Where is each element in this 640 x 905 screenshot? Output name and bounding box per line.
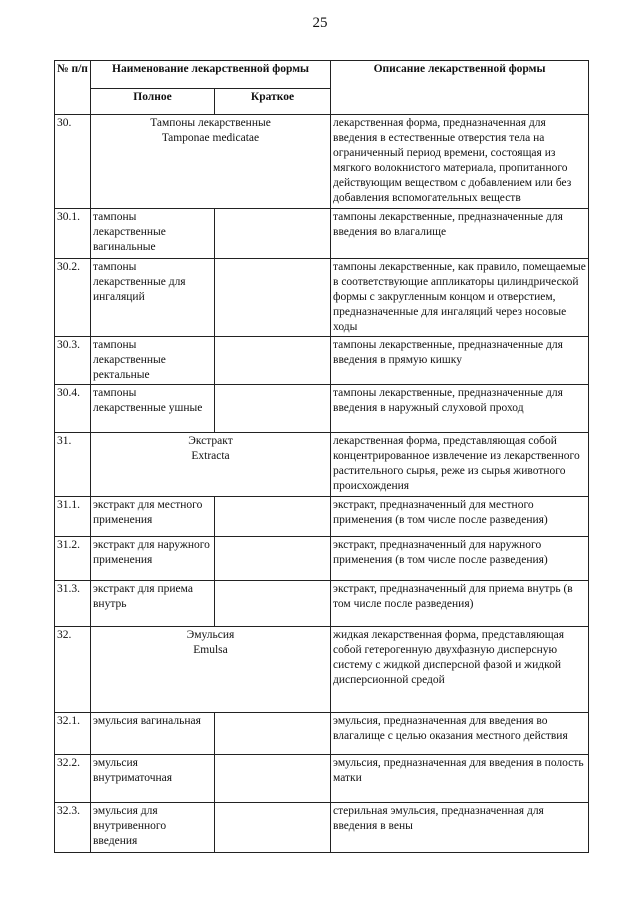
short-name (215, 497, 331, 537)
row-number: 32.3. (55, 803, 91, 853)
group-name-cell (91, 627, 331, 713)
form-description: эмульсия, предназначенная для введения во влагалище с целью оказания местного действия (331, 713, 589, 755)
row-number: 31.2. (55, 537, 91, 581)
short-name (215, 209, 331, 259)
short-name (215, 755, 331, 803)
table-row (55, 537, 589, 581)
table-row (55, 433, 589, 497)
full-name: эмульсия для внутривенного введения (91, 803, 215, 853)
row-number: 30.3. (55, 337, 91, 385)
table-row (55, 627, 589, 713)
full-name: экстракт для наружного применения (91, 537, 215, 581)
row-number: 31.1. (55, 497, 91, 537)
form-description: стерильная эмульсия, предназначенная для введения в вены (331, 803, 589, 853)
table-row (55, 385, 589, 433)
short-name (215, 537, 331, 581)
group-name: Тампоны лекарственные (150, 117, 271, 129)
group-name-cell (91, 433, 331, 497)
full-name: тампоны лекарственные ушные (91, 385, 215, 433)
short-name (215, 337, 331, 385)
table-row (55, 755, 589, 803)
short-name (215, 385, 331, 433)
form-description: тампоны лекарственные, предназначенные для введения в прямую кишку (331, 337, 589, 385)
full-name: эмульсия вагинальная (91, 713, 215, 755)
full-name: эмульсия внутриматочная (91, 755, 215, 803)
header-name-group: Наименование лекарственной формы (91, 61, 331, 89)
full-name: экстракт для местного применения (91, 497, 215, 537)
form-description: экстракт, предназначенный для приема внутрь (в том числе после разведения) (331, 581, 589, 627)
full-name: экстракт для приема внутрь (91, 581, 215, 627)
header-description: Описание лекарственной формы (331, 61, 589, 115)
row-number: 31. (55, 433, 91, 497)
table-row (55, 259, 589, 337)
form-description: тампоны лекарственные, предназначенные для введения в наружный слуховой проход (331, 385, 589, 433)
group-latin-name: Emulsa (193, 644, 228, 656)
form-description: тампоны лекарственные, предназначенные для введения во влагалище (331, 209, 589, 259)
row-number: 32. (55, 627, 91, 713)
row-number: 30.2. (55, 259, 91, 337)
table-row (55, 337, 589, 385)
row-number: 30.4. (55, 385, 91, 433)
table-row (55, 497, 589, 537)
table-row (55, 209, 589, 259)
header-short: Краткое (215, 89, 331, 115)
full-name: тампоны лекарственные для ингаляций (91, 259, 215, 337)
header-num: № п/п (55, 61, 91, 115)
group-name-cell (91, 115, 331, 209)
row-number: 32.1. (55, 713, 91, 755)
row-number: 31.3. (55, 581, 91, 627)
short-name (215, 259, 331, 337)
form-description: жидкая лекарственная форма, представляющая собой гетерогенную двухфазную дисперсную систему с жидкой дисперсной фазой и жидкой дисперсионной средой (331, 627, 589, 713)
table-row (55, 803, 589, 853)
table-row (55, 115, 589, 209)
page-number: 25 (312, 15, 328, 31)
short-name (215, 803, 331, 853)
short-name (215, 713, 331, 755)
form-description: эмульсия, предназначенная для введения в полость матки (331, 755, 589, 803)
form-description: экстракт, предназначенный для местного применения (в том числе после разведения) (331, 497, 589, 537)
dosage-forms-table (54, 60, 589, 853)
group-latin-name: Tamponae medicatae (161, 132, 260, 144)
form-description: лекарственная форма, предназначенная для введения в естественные отверстия тела на ограниченный период времени, состоящая из мягкого волокнистого материала, пропитанного действующим веществом с добавлением или без добавления вспомогательных веществ (331, 115, 589, 209)
form-description: тампоны лекарственные, как правило, помещаемые в соответствующие аппликаторы цилиндрической формы с закругленным концом и отверстием, предназначенные для ингаляций через носовые ходы (331, 259, 589, 337)
short-name (215, 581, 331, 627)
form-description: экстракт, предназначенный для наружного применения (в том числе после разведения) (331, 537, 589, 581)
group-name: Экстракт (188, 435, 233, 447)
header-full: Полное (91, 89, 215, 115)
group-latin-name: Extracta (191, 450, 230, 462)
row-number: 32.2. (55, 755, 91, 803)
table-row (55, 713, 589, 755)
form-description: лекарственная форма, представляющая собой концентрированное извлечение из лекарственного растительного сырья, реже из сырья животного происхождения (331, 433, 589, 497)
table-row (55, 581, 589, 627)
row-number: 30. (55, 115, 91, 209)
group-name: Эмульсия (186, 629, 235, 641)
row-number: 30.1. (55, 209, 91, 259)
full-name: тампоны лекарственные ректальные (91, 337, 215, 385)
full-name: тампоны лекарственные вагинальные (91, 209, 215, 259)
